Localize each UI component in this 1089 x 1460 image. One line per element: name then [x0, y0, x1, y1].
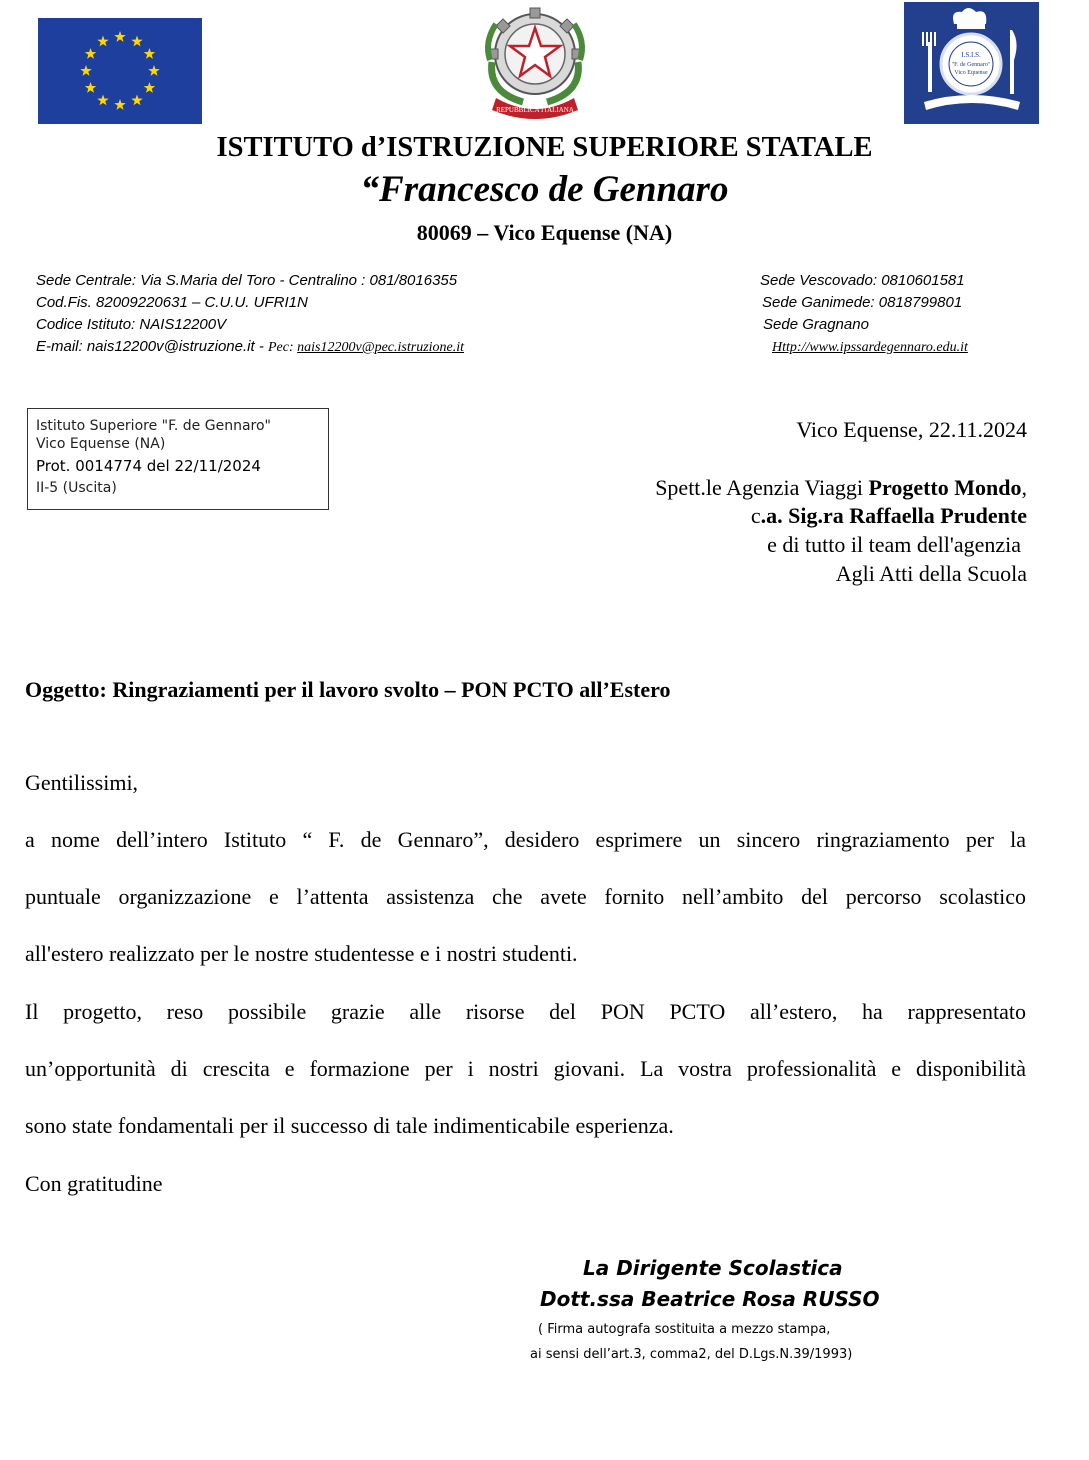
recipient-attn-c: c — [750, 503, 761, 528]
paragraph-2 — [25, 983, 1026, 1154]
emblem-ribbon-text: REPUBBLICA ITALIANA — [496, 106, 574, 114]
school-name: “Francesco de Gennaro — [360, 169, 729, 210]
recipient-line4: Agli Atti della Scuola — [835, 561, 1027, 586]
stamp-line2: Vico Equense (NA) — [36, 436, 166, 452]
contact-line-email — [36, 336, 464, 359]
contacts-right — [760, 270, 968, 359]
italian-republic-emblem — [478, 2, 592, 120]
pec-link[interactable]: nais12200v@pec.istruzione.it — [297, 340, 465, 355]
closing: Con gratitudine — [25, 1171, 163, 1196]
eu-star-icon — [97, 36, 108, 47]
eu-star-icon — [148, 65, 159, 76]
contact-line-codfis: Cod.Fis. 82009220631 – C.U.U. UFRI1N — [36, 294, 308, 311]
pec-label: Pec: — [268, 340, 298, 355]
eu-star-icon — [144, 48, 155, 59]
email-text: E-mail: nais12200v@istruzione.it - — [36, 338, 268, 355]
eu-star-icon — [144, 82, 155, 93]
recipient-line1 — [655, 475, 1027, 501]
eu-star-icon — [85, 48, 96, 59]
logo-text-line2: "F. de Gennaro" — [951, 62, 991, 68]
recipient-prefix: Spett.le Agenzia Viaggi — [655, 475, 869, 500]
paragraph-1-line-2: puntuale organizzazione e l’attenta assistenza che avete fornito nell’ambito del percorso scolastico — [25, 884, 1026, 909]
eu-star-icon — [114, 99, 125, 110]
paragraph-2-line-2: un’opportunità di crescita e formazione per i nostri giovani. La vostra professionalità e disponibilità — [25, 1056, 1026, 1081]
logo-text-line1: I.S.I.S. — [961, 51, 981, 59]
contact-line-codice-istituto: Codice Istituto: NAIS12200V — [36, 316, 227, 333]
contacts-left — [36, 270, 464, 359]
eu-stars-icon — [38, 18, 202, 124]
paragraph-1 — [25, 811, 1026, 982]
eu-star-icon — [131, 94, 142, 105]
eu-star-icon — [97, 94, 108, 105]
subject-line: Oggetto: Ringraziamenti per il lavoro svolto – PON PCTO all’Estero — [25, 677, 671, 702]
greeting: Gentilissimi, — [25, 770, 139, 795]
signature-note-1: ( Firma autografa sostituita a mezzo stampa, — [538, 1322, 831, 1337]
school-logo — [904, 2, 1039, 124]
stamp-protocol-number: Prot. 0014774 del 22/11/2024 — [36, 457, 261, 475]
recipient-attn-name: .a. Sig.ra Raffaella Prudente — [760, 503, 1027, 528]
contact-line-gragnano: Sede Gragnano — [763, 316, 869, 333]
paragraph-1-line-3: all'estero realizzato per le nostre studentesse e i nostri studenti. — [25, 941, 578, 966]
contact-line-sede-centrale: Sede Centrale: Via S.Maria del Toro - Centralino : 081/8016355 — [36, 272, 458, 289]
signature-name: Dott.ssa Beatrice Rosa RUSSO — [540, 1287, 880, 1311]
signature-note-2: ai sensi dell’art.3, comma2, del D.Lgs.N.39/1993) — [530, 1347, 853, 1362]
stamp-line1: Istituto Superiore "F. de Gennaro" — [36, 418, 271, 434]
paragraph-1-line-1: a nome dell’intero Istituto “ F. de Gennaro”, desidero esprimere un sincero ringraziamento per la — [25, 827, 1026, 852]
date-line: Vico Equense, 22.11.2024 — [796, 417, 1027, 442]
website-link[interactable]: Http://www.ipssardegennaro.edu.it — [772, 340, 968, 355]
logo-text-line3: Vico Equense — [954, 70, 988, 76]
recipient-line3: e di tutto il team dell'agenzia — [767, 532, 1021, 557]
contact-line-ganimede: Sede Ganimede: 0818799801 — [762, 294, 963, 311]
eu-star-icon — [85, 82, 96, 93]
paragraph-2-line-3: sono state fondamentali per il successo di tale indimenticabile esperienza. — [25, 1113, 674, 1138]
protocol-stamp — [27, 408, 329, 510]
contact-line-vescovado: Sede Vescovado: 0810601581 — [760, 272, 965, 289]
eu-star-icon — [131, 36, 142, 47]
school-address: 80069 – Vico Equense (NA) — [416, 220, 673, 245]
paragraph-2-line-1: Il progetto, reso possibile grazie alle risorse del PON PCTO all’estero, ha rappresentato — [25, 999, 1026, 1024]
eu-star-icon — [114, 31, 125, 42]
eu-flag-logo — [38, 18, 202, 124]
signature-role: La Dirigente Scolastica — [583, 1256, 843, 1280]
stamp-line4: II-5 (Uscita) — [36, 480, 117, 496]
recipient-agency-suffix: , — [1021, 475, 1027, 500]
institute-title: ISTITUTO d’ISTRUZIONE SUPERIORE STATALE — [216, 132, 873, 163]
recipient-line2 — [751, 503, 1027, 529]
eu-star-icon — [80, 65, 91, 76]
recipient-agency: Progetto Mondo — [868, 475, 1022, 500]
